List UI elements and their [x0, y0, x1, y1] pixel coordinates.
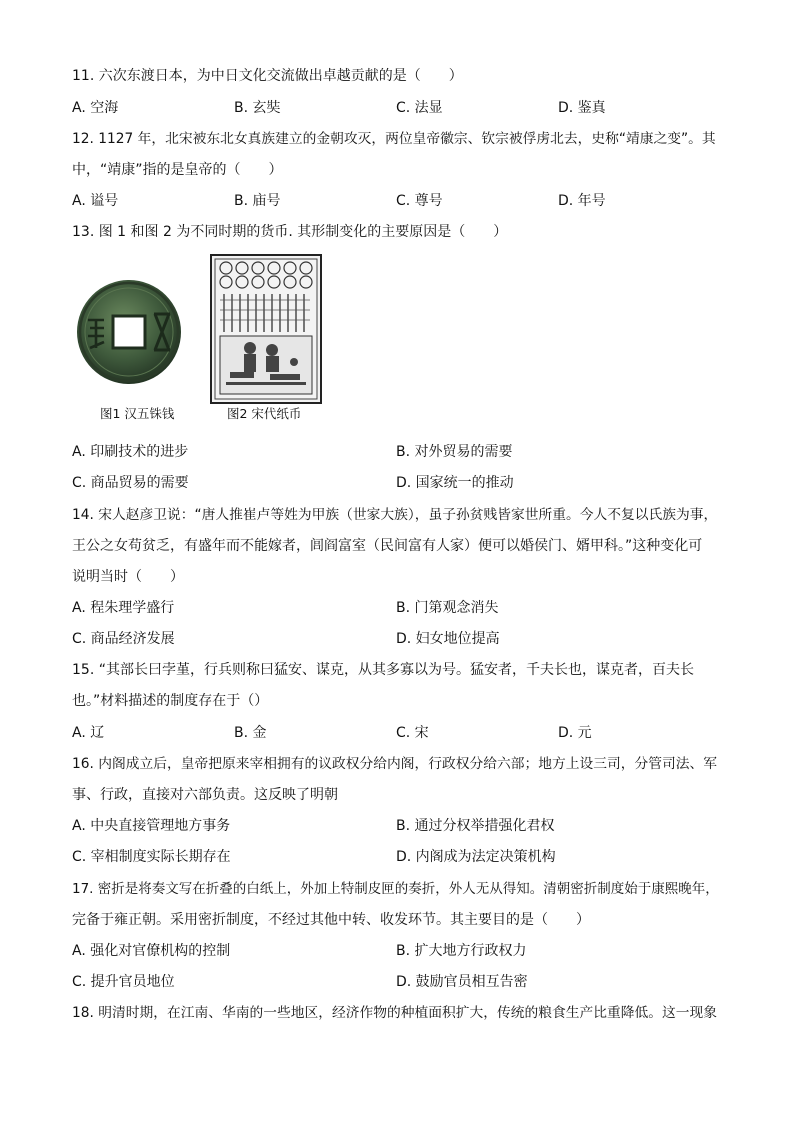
question-14-option-d[interactable]: D. 妇女地位提高 [396, 631, 500, 647]
question-17-text-line-2: 完备于雍正朝。采用密折制度，不经过其他中转、收发环节。其主要目的是（ ） [72, 912, 590, 928]
question-14-option-a[interactable]: A. 程朱理学盛行 [72, 600, 175, 616]
question-12-option-d[interactable]: D. 年号 [558, 193, 606, 209]
question-17-text-line-1: 17. 密折是将奏文写在折叠的白纸上，外加上特制皮匣的奏折，外人无从得知。清朝密折制度始于康熙晚年， [72, 881, 719, 897]
question-15-option-c[interactable]: C. 宋 [396, 725, 429, 741]
question-18-text: 18. 明清时期，在江南、华南的一些地区，经济作物的种植面积扩大，传统的粮食生产比重降低。这一现象 [72, 1005, 717, 1021]
question-11-option-d[interactable]: D. 鉴真 [558, 100, 606, 116]
question-13-option-a[interactable]: A. 印刷技术的进步 [72, 444, 189, 460]
question-16-text-line-1: 16. 内阁成立后，皇帝把原来宰相拥有的议政权分给内阁，行政权分给六部；地方上设三司，分管司法、军 [72, 756, 717, 772]
question-11-option-a[interactable]: A. 空海 [72, 100, 119, 116]
question-14-option-b[interactable]: B. 门第观念消失 [396, 600, 499, 616]
question-11-option-b[interactable]: B. 玄奘 [234, 100, 281, 116]
question-14-text-line-1: 14. 宋人赵彦卫说：“唐人推崔卢等姓为甲族（世家大族），虽子孙贫贱皆家世所重。今人不复以氏族为事， [72, 507, 718, 523]
question-15-option-a[interactable]: A. 辽 [72, 725, 105, 741]
question-17-option-d[interactable]: D. 鼓励官员相互告密 [396, 974, 528, 990]
question-15-option-d[interactable]: D. 元 [558, 725, 592, 741]
question-12-option-b[interactable]: B. 庙号 [234, 193, 281, 209]
question-12-option-c[interactable]: C. 尊号 [396, 193, 443, 209]
question-17-option-b[interactable]: B. 扩大地方行政权力 [396, 943, 527, 959]
question-12-text-line-1: 12. 1127 年，北宋被东北女真族建立的金朝攻灭，两位皇帝徽宗、钦宗被俘虏北去，史称“靖康之变”。其 [72, 131, 716, 147]
question-17-option-c[interactable]: C. 提升官员地位 [72, 974, 175, 990]
question-16-option-b[interactable]: B. 通过分权举措强化君权 [396, 818, 555, 834]
figure-2-caption: 图2 宋代纸币 [227, 406, 302, 421]
question-14-text-line-2: 王公之女苟贫乏，有盛年而不能嫁者，闾阎富室（民间富有人家）便可以婚侯门、婿甲科。”这种变化可 [72, 538, 703, 554]
question-15-option-b[interactable]: B. 金 [234, 725, 267, 741]
question-11-option-c[interactable]: C. 法显 [396, 100, 443, 116]
question-16-option-c[interactable]: C. 宰相制度实际长期存在 [72, 849, 231, 865]
question-12-option-a[interactable]: A. 谥号 [72, 193, 119, 209]
song-paper-money-image [210, 254, 322, 404]
question-13-option-b[interactable]: B. 对外贸易的需要 [396, 444, 513, 460]
question-15-text-line-1: 15. “其部长曰孛堇，行兵则称曰猛安、谋克，从其多寡以为号。猛安者，千夫长也，谋克者，百夫长 [72, 662, 694, 678]
question-13-option-d[interactable]: D. 国家统一的推动 [396, 475, 514, 491]
question-14-option-c[interactable]: C. 商品经济发展 [72, 631, 175, 647]
han-wuzhu-coin-image [74, 276, 184, 392]
question-16-option-a[interactable]: A. 中央直接管理地方事务 [72, 818, 231, 834]
question-16-text-line-2: 事、行政，直接对六部负责。这反映了明朝 [72, 787, 338, 803]
question-11-text: 11. 六次东渡日本，为中日文化交流做出卓越贡献的是（ ） [72, 68, 463, 84]
question-12-text-line-2: 中，“靖康”指的是皇帝的（ ） [72, 162, 283, 178]
question-13-text: 13. 图 1 和图 2 为不同时期的货币. 其形制变化的主要原因是（ ） [72, 224, 508, 240]
question-17-option-a[interactable]: A. 强化对官僚机构的控制 [72, 943, 231, 959]
question-16-option-d[interactable]: D. 内阁成为法定决策机构 [396, 849, 556, 865]
figure-1-caption: 图1 汉五铢钱 [100, 406, 175, 421]
question-15-text-line-2: 也。”材料描述的制度存在于（） [72, 693, 269, 709]
banknote-icon [210, 254, 322, 404]
question-14-text-line-3: 说明当时（ ） [72, 569, 184, 585]
question-13-option-c[interactable]: C. 商品贸易的需要 [72, 475, 189, 491]
coin-icon [74, 276, 184, 392]
